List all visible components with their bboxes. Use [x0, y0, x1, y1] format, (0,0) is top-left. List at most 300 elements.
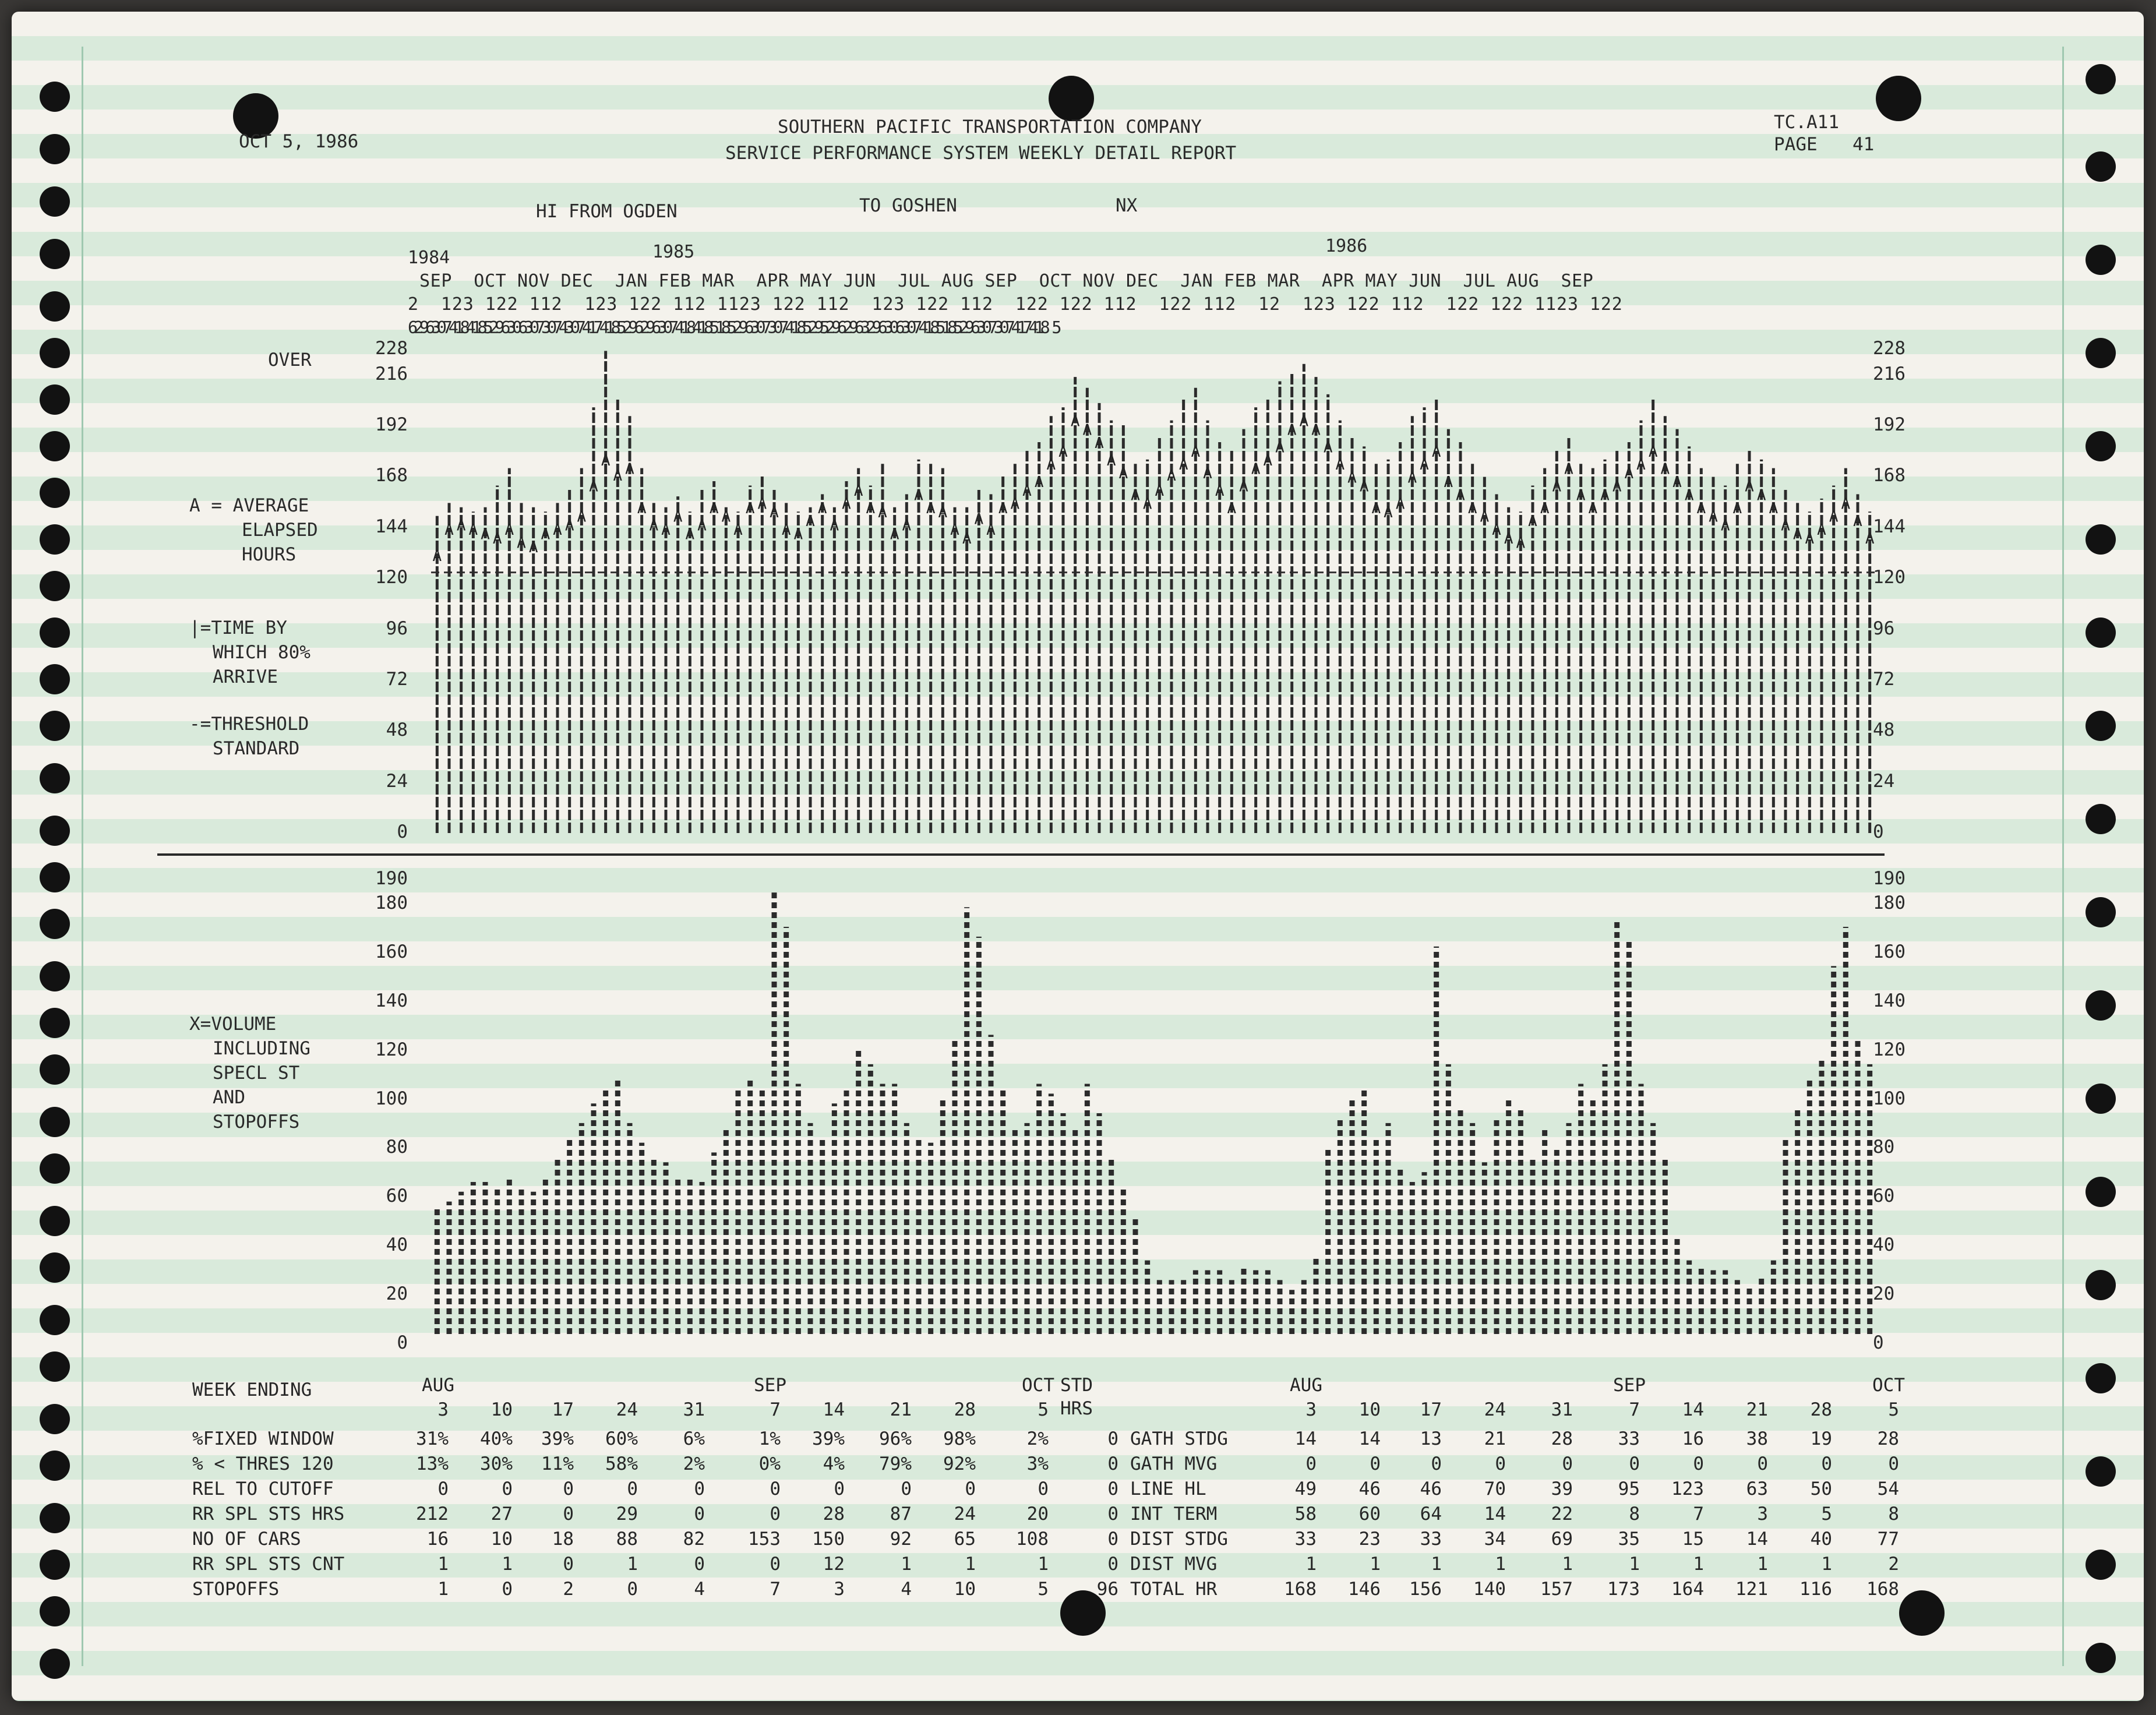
- table-cell: 0: [1757, 1453, 1768, 1474]
- axis-tick-label: 168: [375, 465, 408, 486]
- average-marker: A: [553, 521, 562, 539]
- average-marker: A: [1118, 465, 1128, 483]
- average-marker: A: [902, 517, 912, 535]
- table-cell: 1: [1821, 1554, 1832, 1575]
- average-marker: A: [878, 504, 887, 522]
- table-cell: 0: [694, 1554, 705, 1575]
- feed-hole: [40, 1252, 70, 1283]
- month-header: SEP: [754, 1375, 786, 1396]
- average-marker: A: [1191, 443, 1201, 461]
- feed-hole: [40, 711, 70, 741]
- average-marker: A: [1467, 499, 1477, 517]
- std-hrs-cell: 0: [1107, 1453, 1118, 1474]
- feed-hole: [2086, 524, 2116, 555]
- axis-tick-label: 120: [1873, 1039, 1906, 1060]
- average-marker: A: [1672, 474, 1682, 492]
- table-cell: 1: [1305, 1554, 1317, 1575]
- feed-hole: [40, 763, 70, 793]
- std-hrs-cell: 0: [1107, 1504, 1118, 1525]
- table-row-label: GATH STDG: [1130, 1428, 1228, 1449]
- table-cell: 1: [1629, 1554, 1640, 1575]
- table-row-label: GATH MVG: [1130, 1453, 1218, 1474]
- average-marker: A: [1504, 530, 1513, 548]
- table-cell: 39%: [541, 1428, 574, 1449]
- table-cell: 1: [1370, 1554, 1381, 1575]
- feed-hole: [40, 478, 70, 508]
- week-tens-axis: 2 123 122 112 123 122 112 1123 122 112 123 122 112 122 122 112 122 112 12 123 122 112 122 122 1123 122: [408, 294, 1623, 315]
- report-date: OCT 5, 1986: [239, 131, 359, 152]
- average-marker: A: [1275, 439, 1285, 457]
- average-marker: A: [1444, 474, 1453, 492]
- table-cell: 1: [1038, 1554, 1049, 1575]
- table-cell: 1%: [758, 1428, 781, 1449]
- table-cell: 2%: [683, 1453, 705, 1474]
- table-cell: 164: [1671, 1579, 1704, 1600]
- week-header: 10: [1358, 1399, 1381, 1420]
- table-cell: 19: [1810, 1428, 1832, 1449]
- table-cell: 4: [901, 1579, 912, 1600]
- legend-line: WHICH 80%: [213, 642, 310, 663]
- feed-hole: [40, 1649, 70, 1679]
- average-marker: A: [1576, 486, 1586, 504]
- table-row-label: DIST MVG: [1130, 1554, 1218, 1575]
- table-cell: 0: [1431, 1453, 1442, 1474]
- average-marker: A: [1648, 443, 1658, 461]
- table-cell: 69: [1551, 1529, 1573, 1550]
- table-cell: 0: [770, 1478, 781, 1499]
- chart-divider: [157, 853, 1885, 856]
- axis-tick-label: 120: [1873, 567, 1906, 588]
- table-cell: 92: [890, 1529, 912, 1550]
- average-marker: A: [1696, 499, 1706, 517]
- average-marker: A: [1384, 504, 1393, 522]
- table-cell: 0: [694, 1504, 705, 1525]
- average-marker: A: [926, 499, 936, 517]
- average-marker: A: [1142, 495, 1152, 513]
- week-units-axis: 62963074184185296306307307430741741852962963074184185185296307307418529529629632963063074185185296307307417418 5: [408, 318, 1058, 337]
- week-header: 3: [1305, 1399, 1317, 1420]
- table-cell: 60%: [605, 1428, 638, 1449]
- average-marker: A: [613, 467, 623, 485]
- feed-hole: [2086, 431, 2116, 461]
- average-marker: A: [1588, 499, 1598, 517]
- average-marker: A: [1829, 508, 1839, 526]
- table-cell: 0: [834, 1478, 845, 1499]
- legend-line: STANDARD: [213, 738, 300, 759]
- table-cell: 212: [416, 1504, 449, 1525]
- average-marker: A: [528, 538, 538, 556]
- feed-hole: [40, 1107, 70, 1137]
- week-header: 5: [1038, 1399, 1049, 1420]
- axis-tick-label: 80: [1873, 1137, 1895, 1158]
- table-cell: 0%: [758, 1453, 781, 1474]
- table-cell: 10: [491, 1529, 513, 1550]
- table-cell: 0: [1495, 1453, 1506, 1474]
- table-cell: 27: [491, 1504, 513, 1525]
- month-header: OCT: [1022, 1375, 1054, 1396]
- average-marker: A: [1516, 534, 1526, 552]
- average-marker: A: [1756, 486, 1766, 504]
- axis-tick-label: 228: [375, 338, 408, 359]
- table-cell: 23: [1358, 1529, 1381, 1550]
- average-marker: A: [793, 525, 803, 544]
- average-marker: A: [481, 525, 490, 544]
- axis-tick-label: 0: [397, 1332, 408, 1353]
- feed-hole: [2086, 804, 2116, 834]
- average-marker: A: [733, 521, 743, 539]
- average-marker: A: [1853, 513, 1862, 531]
- average-marker: A: [1335, 456, 1345, 474]
- table-cell: 7: [770, 1579, 781, 1600]
- table-cell: 29: [616, 1504, 638, 1525]
- week-header: 17: [552, 1399, 574, 1420]
- table-cell: 49: [1294, 1478, 1317, 1499]
- average-marker: A: [661, 521, 671, 539]
- std-hrs-cell: 0: [1107, 1428, 1118, 1449]
- over-label: OVER: [268, 350, 312, 370]
- feed-hole: [2086, 990, 2116, 1021]
- table-row-label: DIST STDG: [1130, 1529, 1228, 1550]
- average-marker: A: [1841, 495, 1851, 513]
- average-marker: A: [1720, 517, 1730, 535]
- table-cell: 0: [1821, 1453, 1832, 1474]
- average-marker: A: [781, 521, 791, 539]
- average-marker: A: [757, 495, 767, 513]
- feed-hole: [40, 431, 70, 461]
- table-cell: 1: [1495, 1554, 1506, 1575]
- feed-hole: [40, 338, 70, 368]
- hrs-label: HRS: [1060, 1398, 1093, 1419]
- axis-tick-label: 140: [1873, 990, 1906, 1011]
- average-marker: A: [1636, 456, 1646, 474]
- table-cell: 2: [563, 1579, 574, 1600]
- axis-tick-label: 0: [397, 821, 408, 842]
- table-row-label: LINE HL: [1130, 1478, 1206, 1499]
- table-cell: 79%: [879, 1453, 912, 1474]
- average-marker: A: [1817, 521, 1826, 539]
- table-cell: 0: [965, 1478, 976, 1499]
- average-marker: A: [601, 451, 611, 470]
- table-cell: 13%: [416, 1453, 449, 1474]
- table-cell: 34: [1484, 1529, 1506, 1550]
- average-marker: A: [1022, 482, 1032, 500]
- legend-line: INCLUDING: [213, 1038, 310, 1059]
- feed-hole: [40, 862, 70, 892]
- average-marker: A: [1600, 486, 1610, 504]
- average-marker: A: [986, 521, 996, 539]
- average-marker: A: [938, 504, 948, 522]
- table-cell: 14: [1358, 1428, 1381, 1449]
- table-cell: 3%: [1026, 1453, 1049, 1474]
- average-marker: A: [1287, 421, 1297, 439]
- average-marker: A: [1624, 465, 1634, 483]
- average-marker: A: [1227, 499, 1237, 517]
- axis-tick-label: 0: [1873, 1332, 1884, 1353]
- volume-chart: [431, 868, 1876, 1334]
- axis-tick-label: 192: [1873, 414, 1906, 436]
- feed-hole: [40, 384, 70, 415]
- legend-line: X=VOLUME: [189, 1014, 277, 1035]
- feed-hole: [2086, 64, 2116, 94]
- feed-hole: [40, 291, 70, 322]
- binder-hole: [1049, 76, 1094, 121]
- feed-hole: [40, 134, 70, 164]
- table-cell: 33: [1294, 1529, 1317, 1550]
- table-cell: 31%: [416, 1428, 449, 1449]
- average-marker: A: [1058, 443, 1068, 461]
- table-cell: 5: [1821, 1504, 1832, 1525]
- feed-hole: [2086, 1363, 2116, 1393]
- feed-hole: [40, 186, 70, 217]
- table-cell: 22: [1551, 1504, 1573, 1525]
- table-cell: 28: [823, 1504, 845, 1525]
- table-row-label: STOPOFFS: [192, 1579, 280, 1600]
- axis-tick-label: 20: [1873, 1283, 1895, 1305]
- average-marker: A: [1323, 439, 1333, 457]
- average-marker: A: [492, 530, 502, 548]
- feed-hole: [2086, 617, 2116, 648]
- week-header: 28: [1810, 1399, 1832, 1420]
- table-cell: 14: [1746, 1529, 1768, 1550]
- table-cell: 150: [812, 1529, 845, 1550]
- table-cell: 87: [890, 1504, 912, 1525]
- average-marker: A: [1155, 482, 1165, 500]
- table-cell: 1: [627, 1554, 638, 1575]
- table-cell: 1: [1562, 1554, 1573, 1575]
- axis-tick-label: 72: [386, 668, 408, 690]
- average-marker: A: [1263, 451, 1273, 470]
- table-cell: 6%: [683, 1428, 705, 1449]
- feed-hole: [40, 1054, 70, 1085]
- route-from: HI FROM OGDEN: [536, 201, 678, 222]
- average-marker: A: [1311, 421, 1321, 439]
- table-cell: 1: [502, 1554, 513, 1575]
- axis-tick-label: 48: [1873, 719, 1895, 741]
- feed-hole: [2086, 338, 2116, 368]
- week-header: 5: [1888, 1399, 1899, 1420]
- axis-tick-label: 96: [1873, 617, 1895, 639]
- axis-tick-label: 120: [375, 1039, 408, 1060]
- table-cell: 40: [1810, 1529, 1832, 1550]
- feed-hole: [40, 617, 70, 648]
- average-marker: A: [1792, 525, 1802, 544]
- feed-hole: [2086, 245, 2116, 275]
- table-row-label: INT TERM: [1130, 1504, 1218, 1525]
- table-cell: 15: [1682, 1529, 1704, 1550]
- average-marker: A: [444, 521, 454, 539]
- axis-tick-label: 216: [375, 363, 408, 384]
- table-cell: 3: [834, 1579, 845, 1600]
- week-header: 24: [616, 1399, 638, 1420]
- feed-hole: [40, 1351, 70, 1382]
- average-marker: A: [577, 508, 587, 526]
- week-header: 17: [1420, 1399, 1442, 1420]
- table-cell: 0: [502, 1478, 513, 1499]
- axis-tick-label: 80: [386, 1137, 408, 1158]
- table-cell: 121: [1735, 1579, 1768, 1600]
- feed-hole: [2086, 1456, 2116, 1487]
- average-marker: A: [649, 517, 659, 535]
- feed-hole: [40, 1596, 70, 1626]
- table-cell: 3: [1757, 1504, 1768, 1525]
- table-cell: 173: [1607, 1579, 1640, 1600]
- binder-hole: [1899, 1590, 1945, 1636]
- legend-line: SPECL ST: [213, 1063, 300, 1084]
- table-cell: 95: [1618, 1478, 1640, 1499]
- binder-hole: [1876, 76, 1921, 121]
- week-header: 31: [1551, 1399, 1573, 1420]
- feed-hole: [40, 82, 70, 112]
- table-cell: 1: [437, 1554, 449, 1575]
- table-row-label: REL TO CUTOFF: [192, 1478, 334, 1499]
- table-cell: 50: [1810, 1478, 1832, 1499]
- table-cell: 12: [823, 1554, 845, 1575]
- axis-tick-label: 100: [1873, 1088, 1906, 1109]
- axis-tick-label: 20: [386, 1283, 408, 1305]
- table-cell: 1: [965, 1554, 976, 1575]
- table-cell: 58: [1294, 1504, 1317, 1525]
- table-cell: 16: [1682, 1428, 1704, 1449]
- average-marker: A: [432, 547, 442, 565]
- feed-hole: [2086, 711, 2116, 741]
- legend-line: ELAPSED: [242, 520, 318, 541]
- table-cell: 116: [1799, 1579, 1832, 1600]
- average-marker: A: [1359, 478, 1369, 496]
- axis-tick-label: 160: [1873, 941, 1906, 962]
- table-cell: 14: [1484, 1504, 1506, 1525]
- average-marker: A: [1865, 530, 1875, 548]
- table-cell: 21: [1484, 1428, 1506, 1449]
- feed-hole: [40, 961, 70, 991]
- average-marker: A: [697, 517, 707, 535]
- feed-hole: [40, 664, 70, 694]
- axis-tick-label: 144: [1873, 516, 1906, 537]
- legend-line: -=THRESHOLD: [189, 714, 309, 735]
- axis-tick-label: 192: [375, 414, 408, 436]
- table-cell: 88: [616, 1529, 638, 1550]
- legend-line: |=TIME BY: [189, 617, 287, 638]
- table-cell: 0: [1370, 1453, 1381, 1474]
- year-label: 1985: [652, 242, 695, 262]
- table-cell: 14: [1294, 1428, 1317, 1449]
- feed-hole: [40, 1550, 70, 1580]
- average-marker: A: [1215, 482, 1225, 500]
- report-sheet: [12, 12, 2144, 1701]
- average-marker: A: [1480, 508, 1490, 526]
- table-cell: 28: [1551, 1428, 1573, 1449]
- table-cell: 10: [954, 1579, 976, 1600]
- average-marker: A: [1564, 460, 1573, 478]
- axis-tick-label: 40: [1873, 1234, 1895, 1256]
- average-marker: A: [853, 482, 863, 500]
- table-cell: 0: [563, 1478, 574, 1499]
- average-marker: A: [1203, 465, 1212, 483]
- axis-tick-label: 24: [386, 770, 408, 792]
- route-code: NX: [1116, 195, 1138, 216]
- table-cell: 146: [1348, 1579, 1381, 1600]
- table-row-label: RR SPL STS HRS: [192, 1504, 345, 1525]
- average-marker: A: [1178, 456, 1188, 474]
- legend-line: AND: [213, 1087, 245, 1108]
- table-cell: 0: [1888, 1453, 1899, 1474]
- std-label: STD: [1060, 1375, 1093, 1396]
- average-marker: A: [962, 530, 972, 548]
- table-cell: 108: [1016, 1529, 1049, 1550]
- feed-hole: [2086, 151, 2116, 182]
- table-cell: 70: [1484, 1478, 1506, 1499]
- company-name: SOUTHERN PACIFIC TRANSPORTATION COMPANY: [778, 117, 1202, 137]
- table-cell: 0: [770, 1554, 781, 1575]
- week-header: 14: [1682, 1399, 1704, 1420]
- table-cell: 0: [1305, 1453, 1317, 1474]
- axis-tick-label: 60: [1873, 1185, 1895, 1207]
- table-cell: 0: [1629, 1453, 1640, 1474]
- legend-line: STOPOFFS: [213, 1111, 300, 1132]
- average-marker: A: [1540, 499, 1550, 517]
- feed-hole: [40, 239, 70, 269]
- feed-hole: [2086, 1550, 2116, 1580]
- std-hrs-cell: 0: [1107, 1478, 1118, 1499]
- average-marker: A: [1528, 513, 1537, 531]
- table-cell: 18: [552, 1529, 574, 1550]
- week-header: 7: [1629, 1399, 1640, 1420]
- feed-hole: [40, 1153, 70, 1184]
- average-marker: A: [504, 521, 514, 539]
- table-cell: 35: [1618, 1529, 1640, 1550]
- average-marker: A: [1745, 478, 1754, 496]
- average-marker: A: [770, 504, 779, 522]
- table-cell: 39%: [812, 1428, 845, 1449]
- average-marker: A: [1106, 451, 1116, 470]
- month-axis: SEP OCT NOV DEC JAN FEB MAR APR MAY JUN JUL AUG SEP OCT NOV DEC JAN FEB MAR APR MAY JUN JUL AUG SEP: [419, 271, 1594, 291]
- table-cell: 30%: [480, 1453, 513, 1474]
- table-cell: 33: [1618, 1428, 1640, 1449]
- table-cell: 157: [1540, 1579, 1573, 1600]
- week-header: 3: [437, 1399, 449, 1420]
- average-marker: A: [1420, 456, 1429, 474]
- average-marker: A: [1431, 443, 1441, 461]
- table-cell: 46: [1420, 1478, 1442, 1499]
- average-marker: A: [1082, 421, 1092, 439]
- table-cell: 46: [1358, 1478, 1381, 1499]
- average-marker: A: [998, 499, 1008, 517]
- average-marker: A: [721, 508, 731, 526]
- week-header: 28: [954, 1399, 976, 1420]
- average-marker: A: [541, 525, 551, 544]
- page-label: PAGE: [1774, 134, 1818, 155]
- week-header: 24: [1484, 1399, 1506, 1420]
- axis-tick-label: 168: [1873, 465, 1906, 486]
- axis-tick-label: 144: [375, 516, 408, 537]
- average-marker: A: [517, 534, 526, 552]
- table-cell: 39: [1551, 1478, 1573, 1499]
- average-marker: A: [1070, 412, 1080, 430]
- month-header: SEP: [1613, 1375, 1646, 1396]
- average-marker: A: [950, 521, 959, 539]
- average-marker: A: [842, 495, 851, 513]
- table-cell: 153: [748, 1529, 781, 1550]
- table-row-label: % < THRES 120: [192, 1453, 334, 1474]
- route-to: TO GOSHEN: [859, 195, 957, 216]
- elapsed-hours-chart: [431, 338, 1876, 833]
- table-row-label: %FIXED WINDOW: [192, 1428, 334, 1449]
- table-row-label: RR SPL STS CNT: [192, 1554, 345, 1575]
- table-cell: 0: [627, 1579, 638, 1600]
- average-marker: A: [1492, 521, 1501, 539]
- table-row-label: NO OF CARS: [192, 1529, 301, 1550]
- table-cell: 1: [437, 1579, 449, 1600]
- table-cell: 20: [1026, 1504, 1049, 1525]
